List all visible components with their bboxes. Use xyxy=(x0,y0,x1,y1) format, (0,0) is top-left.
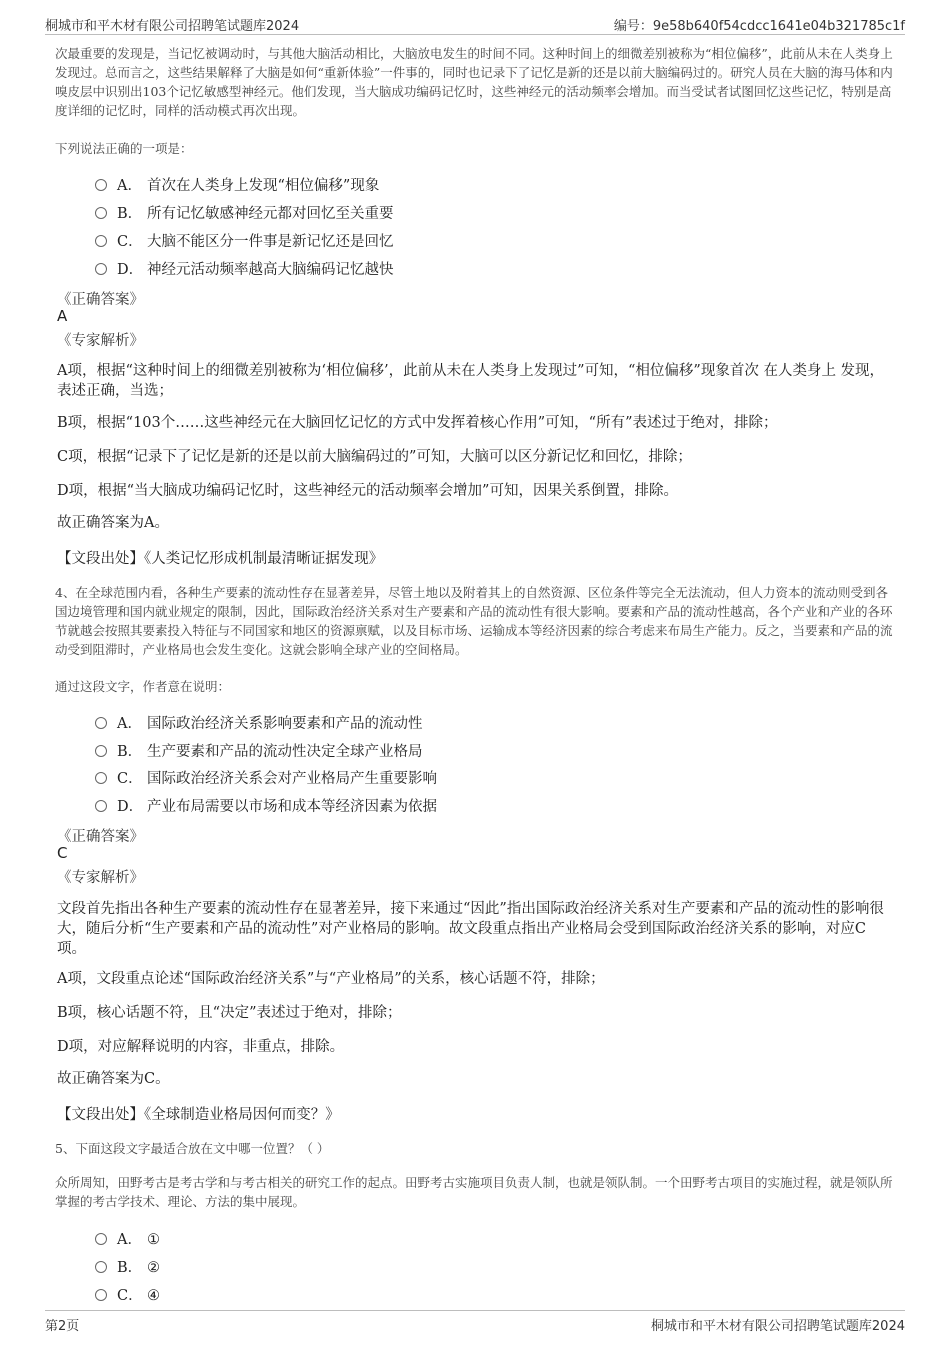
q4-option-c[interactable]: C． 国际政治经济关系会对产业格局产生重要影响 xyxy=(95,767,437,788)
q4-source: 【文段出处】《全球制造业格局因何而变？》 xyxy=(57,1107,340,1123)
radio-icon[interactable] xyxy=(95,800,107,812)
q4-option-d[interactable]: D． 产业布局需要以市场和成本等经济因素为依据 xyxy=(95,795,437,816)
radio-icon[interactable] xyxy=(95,207,107,219)
q4-analysis-d: D项，对应解释说明的内容，非重点，排除。 xyxy=(57,1039,345,1055)
q4-answer: C xyxy=(57,844,68,862)
q3-prompt: 下列说法正确的一项是： xyxy=(55,141,193,156)
q5-option-c[interactable]: C． ④ xyxy=(95,1284,160,1305)
q4-option-a[interactable]: A． 国际政治经济关系影响要素和产品的流动性 xyxy=(95,712,423,733)
q5-passage: 众所周知，田野考古是考古学和与考古相关的研究工作的起点。田野考古实施项目负责人制，也就是领队制。一个田野考古项目的实施过程，就是领队所掌握的考古学技术、理论、方法的集中展现。 xyxy=(55,1175,893,1209)
radio-icon[interactable] xyxy=(95,717,107,729)
q3-answer: A xyxy=(57,307,68,325)
q4-analysis-label: 《专家解析》 xyxy=(57,870,144,886)
footer-title: 桐城市和平木材有限公司招聘笔试题库2024 xyxy=(650,1319,905,1334)
radio-icon[interactable] xyxy=(95,1289,107,1301)
radio-icon[interactable] xyxy=(95,263,107,275)
radio-icon[interactable] xyxy=(95,1233,107,1245)
page-footer xyxy=(45,1310,905,1333)
q3-analysis-c: C项，根据“记录下了记忆是新的还是以前大脑编码过的”可知，大脑可以区分新记忆和回忆，排除； xyxy=(57,449,692,465)
q3-option-d[interactable]: D． 神经元活动频率越高大脑编码记忆越快 xyxy=(95,258,394,279)
q4-prompt: 通过这段文字，作者意在说明： xyxy=(55,679,231,694)
header-code: 编号：9e58b640f54cdcc1641e04b321785c1f xyxy=(613,19,905,34)
footer-page-number: 第2页 xyxy=(45,1319,80,1334)
q5-prompt: 5、下面这段文字最适合放在文中哪一位置？（ ） xyxy=(55,1141,330,1156)
q4-analysis-conclusion: 故正确答案为C。 xyxy=(57,1071,170,1087)
q3-analysis-d: D项，根据“当大脑成功编码记忆时，这些神经元的活动频率会增加”可知，因果关系倒置，排除。 xyxy=(57,483,678,499)
q3-option-b[interactable]: B． 所有记忆敏感神经元都对回忆至关重要 xyxy=(95,202,394,223)
q5-option-b[interactable]: B． ② xyxy=(95,1256,160,1277)
q4-analysis-b: B项，核心话题不符，且“决定”表述过于绝对，排除； xyxy=(57,1005,402,1021)
q4-analysis-main: 文段首先指出各种生产要素的流动性存在显著差异，接下来通过“因此”指出国际政治经济关系对生产要素和产品的流动性的影响很大，随后分析“生产要素和产品的流动性”对产业格局的影响。故文段重点指出产业格局会受到国际政治经济关系的影响，对应C项。 xyxy=(57,901,884,957)
q4-option-b[interactable]: B． 生产要素和产品的流动性决定全球产业格局 xyxy=(95,740,423,761)
q3-source: 【文段出处】《人类记忆形成机制最清晰证据发现》 xyxy=(57,551,384,567)
q3-analysis-a: A项，根据“这种时间上的细微差别被称为‘相位偏移’，此前从未在人类身上发现过”可知，“相位偏移”现象首次 在人类身上 发现，表述正确，当选； xyxy=(57,363,885,399)
radio-icon[interactable] xyxy=(95,235,107,247)
header-title: 桐城市和平木材有限公司招聘笔试题库2024 xyxy=(45,19,300,34)
intro-paragraph: 次最重要的发现是，当记忆被调动时，与其他大脑活动相比，大脑放电发生的时间不同。这种时间上的细微差别被称为“相位偏移”，此前从未在人类身上发现过。总而言之，这些结果解释了大脑是如何“重新体验”一件事的，同时也记录下了记忆是新的还是以前大脑编码过的。研究人员在大脑的海马体和内嗅皮层中识别出103个记忆敏感型神经元。他们发现，当大脑成功编码记忆时，这些神经元的活动频率会增加。而当受试者试图回忆这些记忆，特别是高度详细的记忆时，同样的活动模式再次出现。 xyxy=(55,46,893,118)
page-header xyxy=(45,12,905,35)
q4-answer-label: 《正确答案》 xyxy=(57,829,144,845)
q4-analysis-a: A项，文段重点论述“国际政治经济关系”与“产业格局”的关系，核心话题不符，排除； xyxy=(57,971,605,987)
q3-analysis-label: 《专家解析》 xyxy=(57,333,144,349)
radio-icon[interactable] xyxy=(95,745,107,757)
q5-option-a[interactable]: A． ① xyxy=(95,1228,160,1249)
radio-icon[interactable] xyxy=(95,772,107,784)
q4-passage: 4、在全球范围内看，各种生产要素的流动性存在显著差异，尽管土地以及附着其上的自然资源、区位条件等完全无法流动，但人力资本的流动则受到各国边境管理和国内就业规定的限制，因此，国际政治经济关系对生产要素和产品的流动性有很大影响。要素和产品的流动性越高，各个产业和产业的各环节就越会按照其要素投入特征与不同国家和地区的资源禀赋，以及目标市场、运输成本等经济因素的综合考虑来布局生产能力。反之，当要素和产品的流动受到阻滞时，产业格局也会发生变化。这就会影响全球产业的空间格局。 xyxy=(55,585,893,657)
q3-option-c[interactable]: C． 大脑不能区分一件事是新记忆还是回忆 xyxy=(95,230,394,251)
q3-analysis-b: B项，根据“103个……这些神经元在大脑回忆记忆的方式中发挥着核心作用”可知，“所有”表述过于绝对，排除； xyxy=(57,415,778,431)
q3-analysis-conclusion: 故正确答案为A。 xyxy=(57,515,169,531)
q3-answer-label: 《正确答案》 xyxy=(57,292,144,308)
radio-icon[interactable] xyxy=(95,1261,107,1273)
q3-option-a[interactable]: A． 首次在人类身上发现“相位偏移”现象 xyxy=(95,174,379,195)
radio-icon[interactable] xyxy=(95,179,107,191)
